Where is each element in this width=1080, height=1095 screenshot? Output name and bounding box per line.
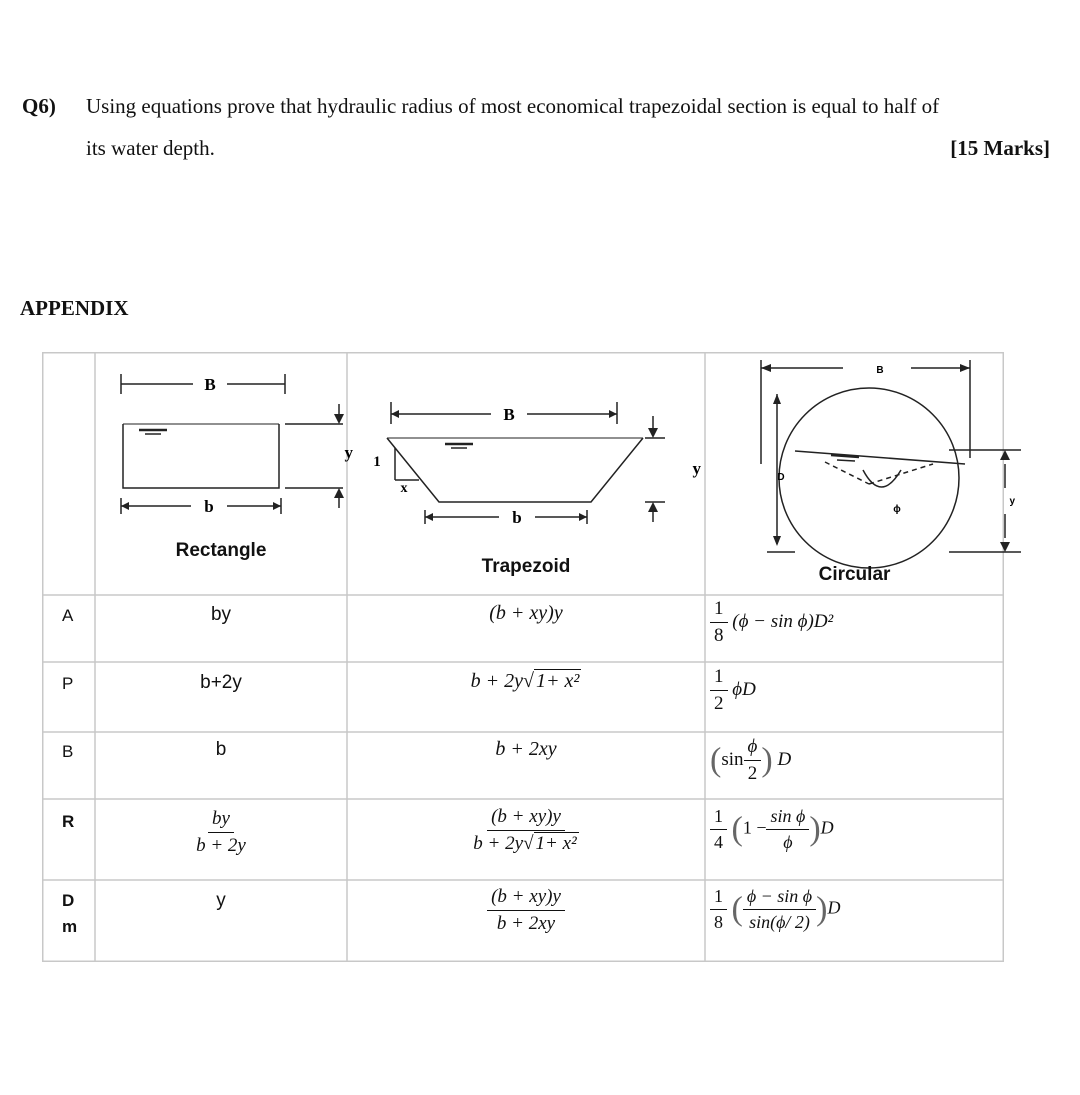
trapezoid-perimeter: b + 2y√ 1+ x² <box>470 670 580 692</box>
trapezoid-depth-label: y <box>692 459 701 478</box>
circular-top-label: B <box>876 365 884 376</box>
trapezoid-hydraulic-depth: $\frac{(b + xy)y}{b + 2xy}$ <box>347 886 705 935</box>
rectangle-depth-label: y <box>344 443 353 462</box>
question-text-line2: its water depth. <box>86 136 215 160</box>
question-marks: [15 Marks] <box>950 136 1050 160</box>
circular-angle-label: ϕ <box>893 504 901 515</box>
circular-diameter-label: D <box>777 472 785 483</box>
row-label-hydraulic-radius: R <box>62 812 75 831</box>
rectangle-top-width: b <box>215 739 227 760</box>
rectangle-perimeter: b+2y <box>200 672 242 693</box>
circular-hydraulic-depth: $\frac{1}{8}$ ( $\frac{\text{ϕ − sin ϕ}}{\sin(\phi/ 2)}$ )D <box>710 886 840 933</box>
trapezoid-top-label: B <box>503 405 515 424</box>
circular-hydraulic-radius: $\frac{1}{4}$ (1 − $\frac{\text{sin ϕ}}{\phi}$ )D <box>710 806 834 853</box>
question-text-line1: Using equations prove that hydraulic radius of most economical trapezoidal section is equal to half of <box>86 94 940 118</box>
rectangle-hydraulic-depth: y <box>216 890 226 911</box>
row-label-area: A <box>62 606 74 625</box>
row-label-perimeter: P <box>62 674 74 693</box>
question-number: Q6) <box>22 94 56 118</box>
circular-perimeter: $\frac{1}{2}$ ϕD <box>710 666 756 715</box>
appendix-table <box>42 352 1015 962</box>
rectangle-bottom-label: b <box>204 497 214 516</box>
trapezoid-slope-vertical: 1 <box>373 454 381 470</box>
rectangle-caption: Rectangle <box>175 540 267 561</box>
trapezoid-top-width: b + 2xy <box>495 738 557 760</box>
trapezoid-area: (b + xy)y <box>489 602 563 624</box>
row-label-hydraulic-depth: D m <box>62 891 78 936</box>
trapezoid-slope-horizontal: x <box>400 481 408 496</box>
circular-caption: Circular <box>818 564 891 585</box>
appendix-title: APPENDIX <box>20 296 129 320</box>
circular-top-width: (sin $\frac{\phi}{2}$ ) D <box>710 736 792 784</box>
rectangle-top-label: B <box>204 375 216 394</box>
circular-depth-label: y <box>1009 496 1015 507</box>
rectangle-area: by <box>210 604 232 625</box>
trapezoid-hydraulic-radius: $\frac{(b + xy)y}{\text{b + 2y√ 1+ x²}}$ <box>473 806 577 854</box>
trapezoid-caption: Trapezoid <box>481 556 571 577</box>
circular-area: $\frac{1}{8}$ (ϕ − sin ϕ)D² <box>710 598 833 647</box>
circular-diagram <box>705 352 1015 595</box>
rectangle-hydraulic-radius: $\frac{by}{b + 2y}$ <box>196 808 246 856</box>
row-label-top-width: B <box>62 742 74 761</box>
trapezoid-bottom-label: b <box>512 508 522 527</box>
